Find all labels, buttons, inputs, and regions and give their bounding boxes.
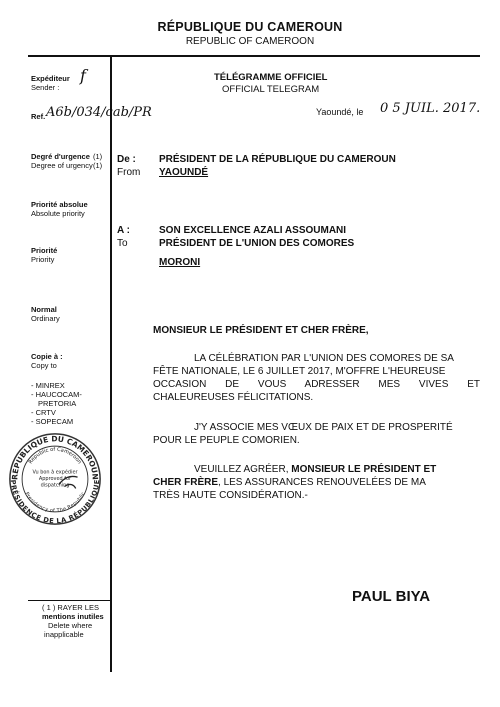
from-line-1: PRÉSIDENT DE LA RÉPUBLIQUE DU CAMEROUN xyxy=(159,154,396,165)
to-label-en: To xyxy=(117,238,128,249)
footnote-line-2: mentions inutiles xyxy=(42,612,104,621)
place-label: Yaoundé, le xyxy=(316,107,364,117)
svg-text:Republic of Cameroon xyxy=(28,447,82,465)
copy-to-en: Copy to xyxy=(31,361,57,370)
para-1-line-2: FÊTE NATIONALE, LE 6 JUILLET 2017, M'OFFRE L'HEUREUSE xyxy=(153,366,446,377)
para-1-line-4: CHALEUREUSES FÉLICITATIONS. xyxy=(153,392,314,403)
header-republic-fr: RÉPUBLIQUE DU CAMEROUN xyxy=(157,20,343,34)
telegram-title-fr: TÉLÉGRAMME OFFICIEL xyxy=(214,72,328,83)
header-republic-en: REPUBLIC OF CAMEROON xyxy=(185,36,315,47)
sidebar-divider xyxy=(110,55,112,672)
bottom-rule xyxy=(28,600,110,601)
absolute-priority-en: Absolute priority xyxy=(31,209,85,218)
closing-addressee: MONSIEUR LE PRÉSIDENT ET xyxy=(291,464,437,475)
urgency-footnote-ref: (1) xyxy=(93,152,103,161)
para-2-line-1: J'Y ASSOCIE MES VŒUX DE PAIX ET DE PROSPERITÉ xyxy=(194,422,453,433)
stamp-outer-bottom-text: PRÉSIDENCE DE LA RÉPUBLIQUE xyxy=(8,479,102,526)
date-handwritten-stamp: 0 5 JUIL. 2017. xyxy=(380,101,481,116)
ref-label: Ref. xyxy=(31,112,46,121)
stamp-line-3: dispatching xyxy=(40,482,70,489)
copy-item: - MINREX xyxy=(31,381,65,390)
copy-item: - HAUCOCAM- xyxy=(31,390,82,399)
para-3-line-1 xyxy=(194,463,436,476)
stamp-outer-top-text: REPUBLIQUE DU CAMEROUN xyxy=(10,434,100,481)
normal-en: Ordinary xyxy=(31,314,60,323)
to-label-fr: A : xyxy=(117,225,130,236)
priority-en: Priority xyxy=(31,255,55,264)
salutation: MONSIEUR LE PRÉSIDENT ET CHER FRÈRE, xyxy=(153,325,369,336)
sender-label-fr: Expéditeur xyxy=(31,74,70,83)
footnote-line-3: Delete where xyxy=(48,621,93,630)
urgency-label-en: Degree of urgency xyxy=(31,161,93,170)
para-3-line-2 xyxy=(153,476,426,489)
para-1-line-3: OCCASION DE VOUS ADRESSER MES VIVES ET xyxy=(153,379,480,390)
signature-name: PAUL BIYA xyxy=(352,588,431,605)
para-3-line-3: TRÈS HAUTE CONSIDÉRATION.- xyxy=(153,490,308,501)
telegram-title-en: OFFICIAL TELEGRAM xyxy=(222,84,320,95)
copy-item: - SOPECAM xyxy=(31,417,74,426)
to-line-2: PRÉSIDENT DE L'UNION DES COMORES xyxy=(159,238,355,249)
stamp-inner-top-text: Republic of Cameroon xyxy=(27,446,83,466)
urgency-footnote-ref-en: (1) xyxy=(93,161,103,170)
footnote-line-4: inapplicable xyxy=(44,630,84,639)
sender-handwritten-mark: f xyxy=(80,66,86,85)
to-line-1: SON EXCELLENCE AZALI ASSOUMANI xyxy=(159,225,347,236)
para-1-line-1: LA CÉLÉBRATION PAR L'UNION DES COMORES DE SA xyxy=(194,353,454,364)
from-label-en: From xyxy=(117,167,141,178)
closing-cher-frere: CHER FRÈRE xyxy=(153,477,219,488)
ref-value: A6b/034/cab/PR xyxy=(46,105,152,120)
sender-label-en: Sender : xyxy=(31,83,60,92)
stamp-inner-bottom-text: Presidency of The Republic xyxy=(23,491,87,514)
priority-fr: Priorité xyxy=(31,246,58,255)
to-line-3: MORONI xyxy=(159,257,201,268)
closing-text: VEUILLEZ AGRÉER, xyxy=(194,464,289,475)
copy-item: - CRTV xyxy=(31,408,56,417)
from-label-fr: De : xyxy=(117,154,136,165)
copy-item: PRETORIA xyxy=(38,399,77,408)
copy-to-fr: Copie à : xyxy=(31,352,63,361)
para-2-line-2: POUR LE PEUPLE COMORIEN. xyxy=(153,435,300,446)
normal-fr: Normal xyxy=(31,305,57,314)
stamp-line-1: Vu bon à expédier xyxy=(32,469,78,476)
top-rule xyxy=(28,55,480,57)
urgency-label-fr: Degré d'urgence xyxy=(31,152,90,161)
absolute-priority-fr: Priorité absolue xyxy=(31,200,88,209)
from-line-2: YAOUNDÉ xyxy=(159,167,209,178)
closing-assurances: , LES ASSURANCES RENOUVELÉES DE MA xyxy=(218,477,426,488)
stamp-line-2: Approved for xyxy=(38,475,72,482)
footnote-line-1: ( 1 ) RAYER LES xyxy=(42,603,99,612)
presidency-seal-stamp xyxy=(8,432,102,526)
